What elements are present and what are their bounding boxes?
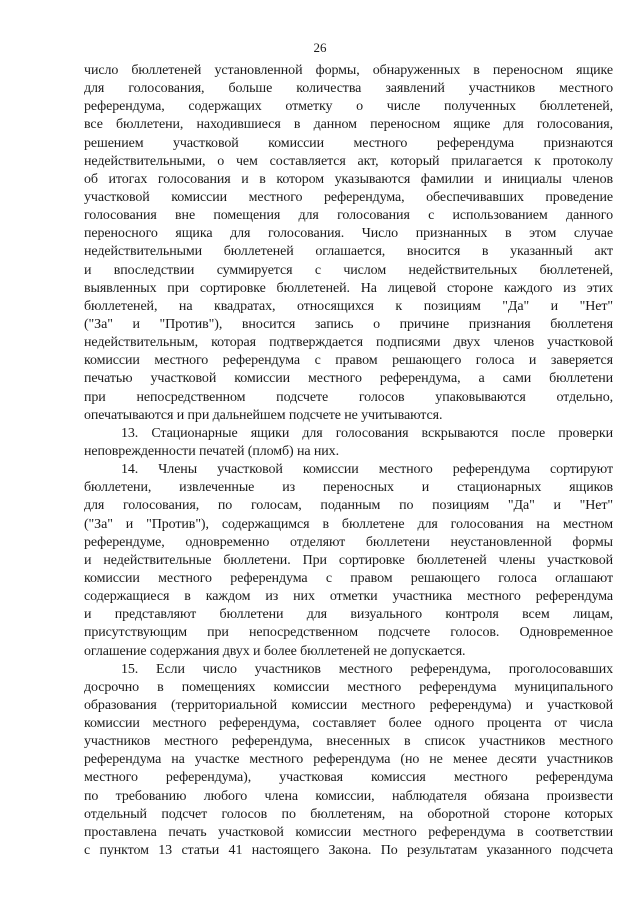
text-line: и представляют бюллетени для визуального контроля всем лицам, <box>84 607 613 623</box>
text-line: печатью участковой комиссии местного референдума, а сами бюллетени <box>84 371 613 387</box>
text-line: неповрежденности печатей (пломб) на них. <box>84 443 339 459</box>
text-line: комиссии местного референдума, составляет более одного процента от числа <box>84 716 613 732</box>
text-line: недействительными бюллетеней оглашается, вносится в указанный акт <box>84 244 613 260</box>
text-line: досрочно в помещениях комиссии местного референдума муниципального <box>84 679 613 695</box>
text-line: 15. Если число участников местного референдума, проголосовавших <box>121 661 613 677</box>
text-line: участковой комиссии местного референдума, обеспечивавших проведение <box>84 189 613 205</box>
text-line: голосования вне помещения для голосования с использованием данного <box>84 208 613 224</box>
text-line: и впоследствии суммируется с числом недействительных бюллетеней, <box>84 262 613 278</box>
text-line: референдуме, одновременно отделяют бюллетени неустановленной формы <box>84 534 613 550</box>
text-line: для голосования, по голосам, поданным по позициям "Да" и "Нет" <box>84 498 613 514</box>
text-line: образования (территориальной комиссии местного референдума) и участковой <box>84 697 613 713</box>
text-line: референдума на участке местного референдума (но не менее десяти участников <box>84 752 613 768</box>
text-line: ("За" и "Против"), вносится запись о причине признания бюллетеня <box>84 316 613 332</box>
text-line: ("За" и "Против"), содержащимся в бюллетене для голосования на местном <box>84 516 613 532</box>
text-line: по требованию любого члена комиссии, наблюдателя обязана произвести <box>84 788 613 804</box>
text-line: с пунктом 13 статьи 41 настоящего Закона. По результатам указанного подсчета <box>84 843 613 859</box>
text-line: при непосредственном подсчете голосов упаковываются отдельно, <box>84 389 613 405</box>
text-line: опечатываются и при дальнейшем подсчете не учитываются. <box>84 407 443 423</box>
text-line: недействительным, которая подтверждается подписями двух членов участковой <box>84 335 613 351</box>
text-line: отдельный подсчет голосов по бюллетеням, на оборотной стороне которых <box>84 806 613 822</box>
text-line: все бюллетени, находившиеся в данном переносном ящике для голосования, <box>84 117 613 133</box>
text-line: решением участковой комиссии местного референдума признаются <box>84 135 613 151</box>
text-line: содержащиеся в каждом из них отметки участника местного референдума <box>84 589 613 605</box>
text-line: 14. Члены участковой комиссии местного референдума сортируют <box>121 462 613 478</box>
text-line: об итогах голосования и в котором указываются фамилии и инициалы членов <box>84 171 613 187</box>
page-number: 26 <box>313 40 327 55</box>
text-line: участников местного референдума, внесенных в список участников местного <box>84 734 613 750</box>
text-line: недействительными, о чем составляется акт, который прилагается к протоколу <box>84 153 613 169</box>
text-line: присутствующим при непосредственном подсчете голосов. Одновременное <box>84 625 613 641</box>
body-text <box>84 62 613 860</box>
text-line: комиссии местного референдума с правом решающего голоса и заверяется <box>84 353 613 369</box>
text-line: комиссии местного референдума с правом решающего голоса оглашают <box>84 570 613 586</box>
text-line: выявленных при сортировке бюллетеней. На лицевой стороне каждого из этих <box>84 280 613 296</box>
text-line: переносного ящика для голосования. Число признанных в этом случае <box>84 226 613 242</box>
text-line: бюллетеней, на квадратах, относящихся к позициям "Да" и "Нет" <box>84 298 613 314</box>
text-line: оглашение содержания двух и более бюллетеней не допускается. <box>84 643 466 659</box>
text-line: число бюллетеней установленной формы, обнаруженных в переносном ящике <box>84 63 613 78</box>
text-line: референдума, содержащих отметку о числе полученных бюллетеней, <box>84 99 613 115</box>
text-line: бюллетени, извлеченные из переносных и стационарных ящиков <box>84 480 613 496</box>
text-line: для голосования, больше количества заявлений участников местного <box>84 81 613 97</box>
text-line: проставлена печать участковой комиссии местного референдума в соответствии <box>84 824 613 840</box>
text-line: местного референдума), участковая комиссия местного референдума <box>84 770 613 786</box>
text-line: и недействительные бюллетени. При сортировке бюллетеней члены участковой <box>84 552 613 568</box>
text-line: 13. Стационарные ящики для голосования вскрываются после проверки <box>121 425 613 441</box>
